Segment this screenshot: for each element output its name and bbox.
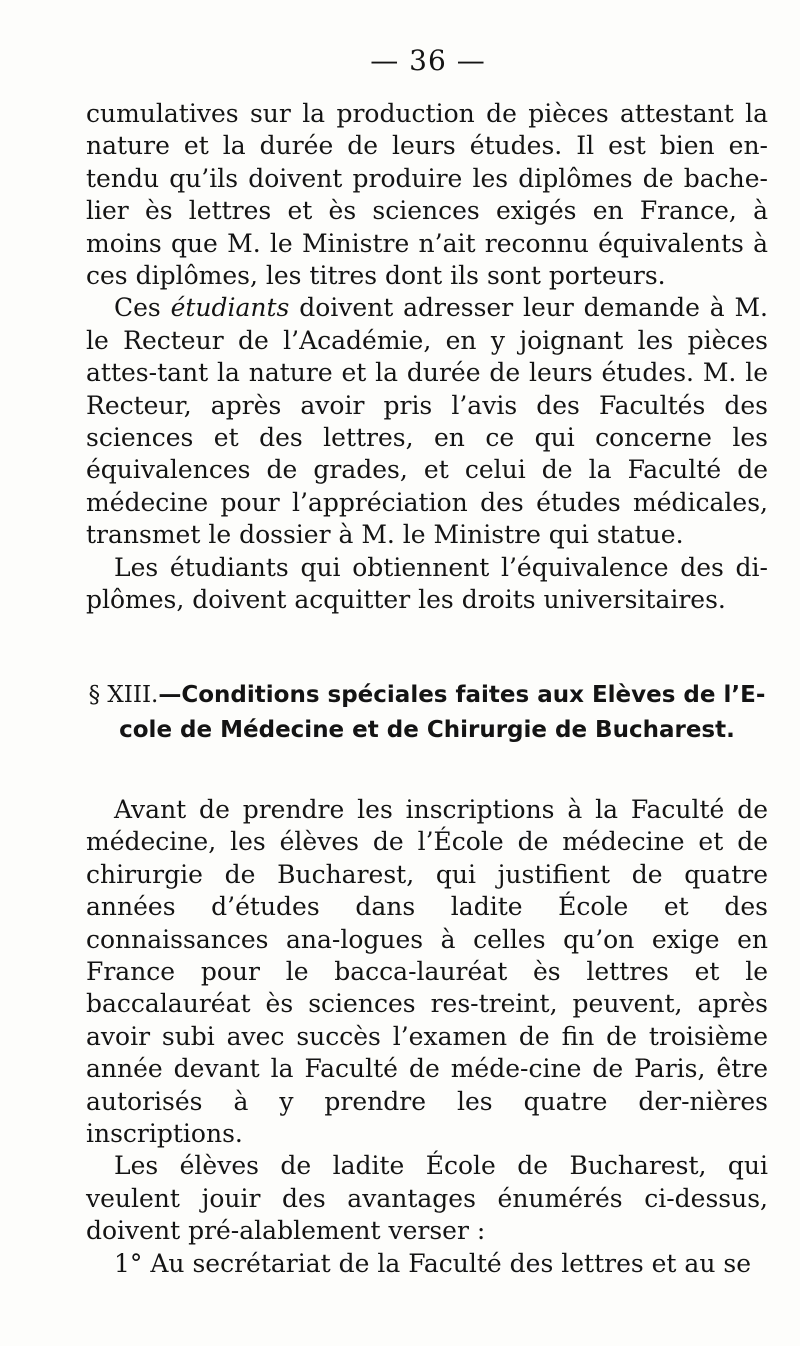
body-text-upper <box>86 98 768 617</box>
page-number: — 36 — <box>370 44 486 77</box>
section-number: § XIII. <box>88 682 159 708</box>
paragraph-rest: doivent adresser leur demande à M. le Recteur de l’Académie, en y joignant les pièces attes-tant la nature et la durée de leurs études. M. le Recteur, après avoir pris l’avis des Facultés des sciences et des lettres, en ce qui concerne les équivalences de grades, et celui de la Faculté de médecine pour l’appréciation des études médicales, transmet le dossier à M. le Ministre qui statue. <box>86 293 768 550</box>
paragraph-first-item: 1° Au secrétariat de la Faculté des lettres et au se <box>114 1248 751 1278</box>
paragraph-students-request <box>86 292 768 551</box>
emphasized-word: étudiants <box>170 293 290 323</box>
paragraph-inscriptions: Avant de prendre les inscriptions à la Faculté de médecine, les élèves de l’École de médecine et de chirurgie de Bucharest, qui justifient de quatre années d’études dans ladite École et des connaissances ana-logues à celles qu’on exige en France pour le bacca-lauréat ès lettres et le baccalauréat ès sciences res-treint, peuvent, après avoir subi avec succès l’examen de fin de troisième année devant la Faculté de méde-cine de Paris, être autorisés à y prendre les quatre der-nières inscriptions. <box>86 795 768 1149</box>
section-title: —Conditions spéciales faites aux Elèves de l’E-cole de Médecine et de Chirurgie de Bucharest. <box>119 682 766 743</box>
paragraph-continuation: cumulatives sur la production de pièces attestant la nature et la durée de leurs études. Il est bien en-tendu qu’ils doivent produire les diplômes de bache-lier ès lettres et ès sciences exigés en France, à moins que M. le Ministre n’ait reconnu équivalents à ces diplômes, les titres dont ils sont porteurs. <box>86 99 768 291</box>
body-text-lower <box>86 794 768 1280</box>
paragraph-fees: Les étudiants qui obtiennent l’équivalence des di-plômes, doivent acquitter les droits universitaires. <box>86 552 768 615</box>
section-heading <box>86 678 768 748</box>
paragraph-start: Ces <box>114 293 171 323</box>
paragraph-payment: Les élèves de ladite École de Bucharest, qui veulent jouir des avantages énumérés ci-dessus, doivent pré-alablement verser : <box>86 1151 768 1246</box>
